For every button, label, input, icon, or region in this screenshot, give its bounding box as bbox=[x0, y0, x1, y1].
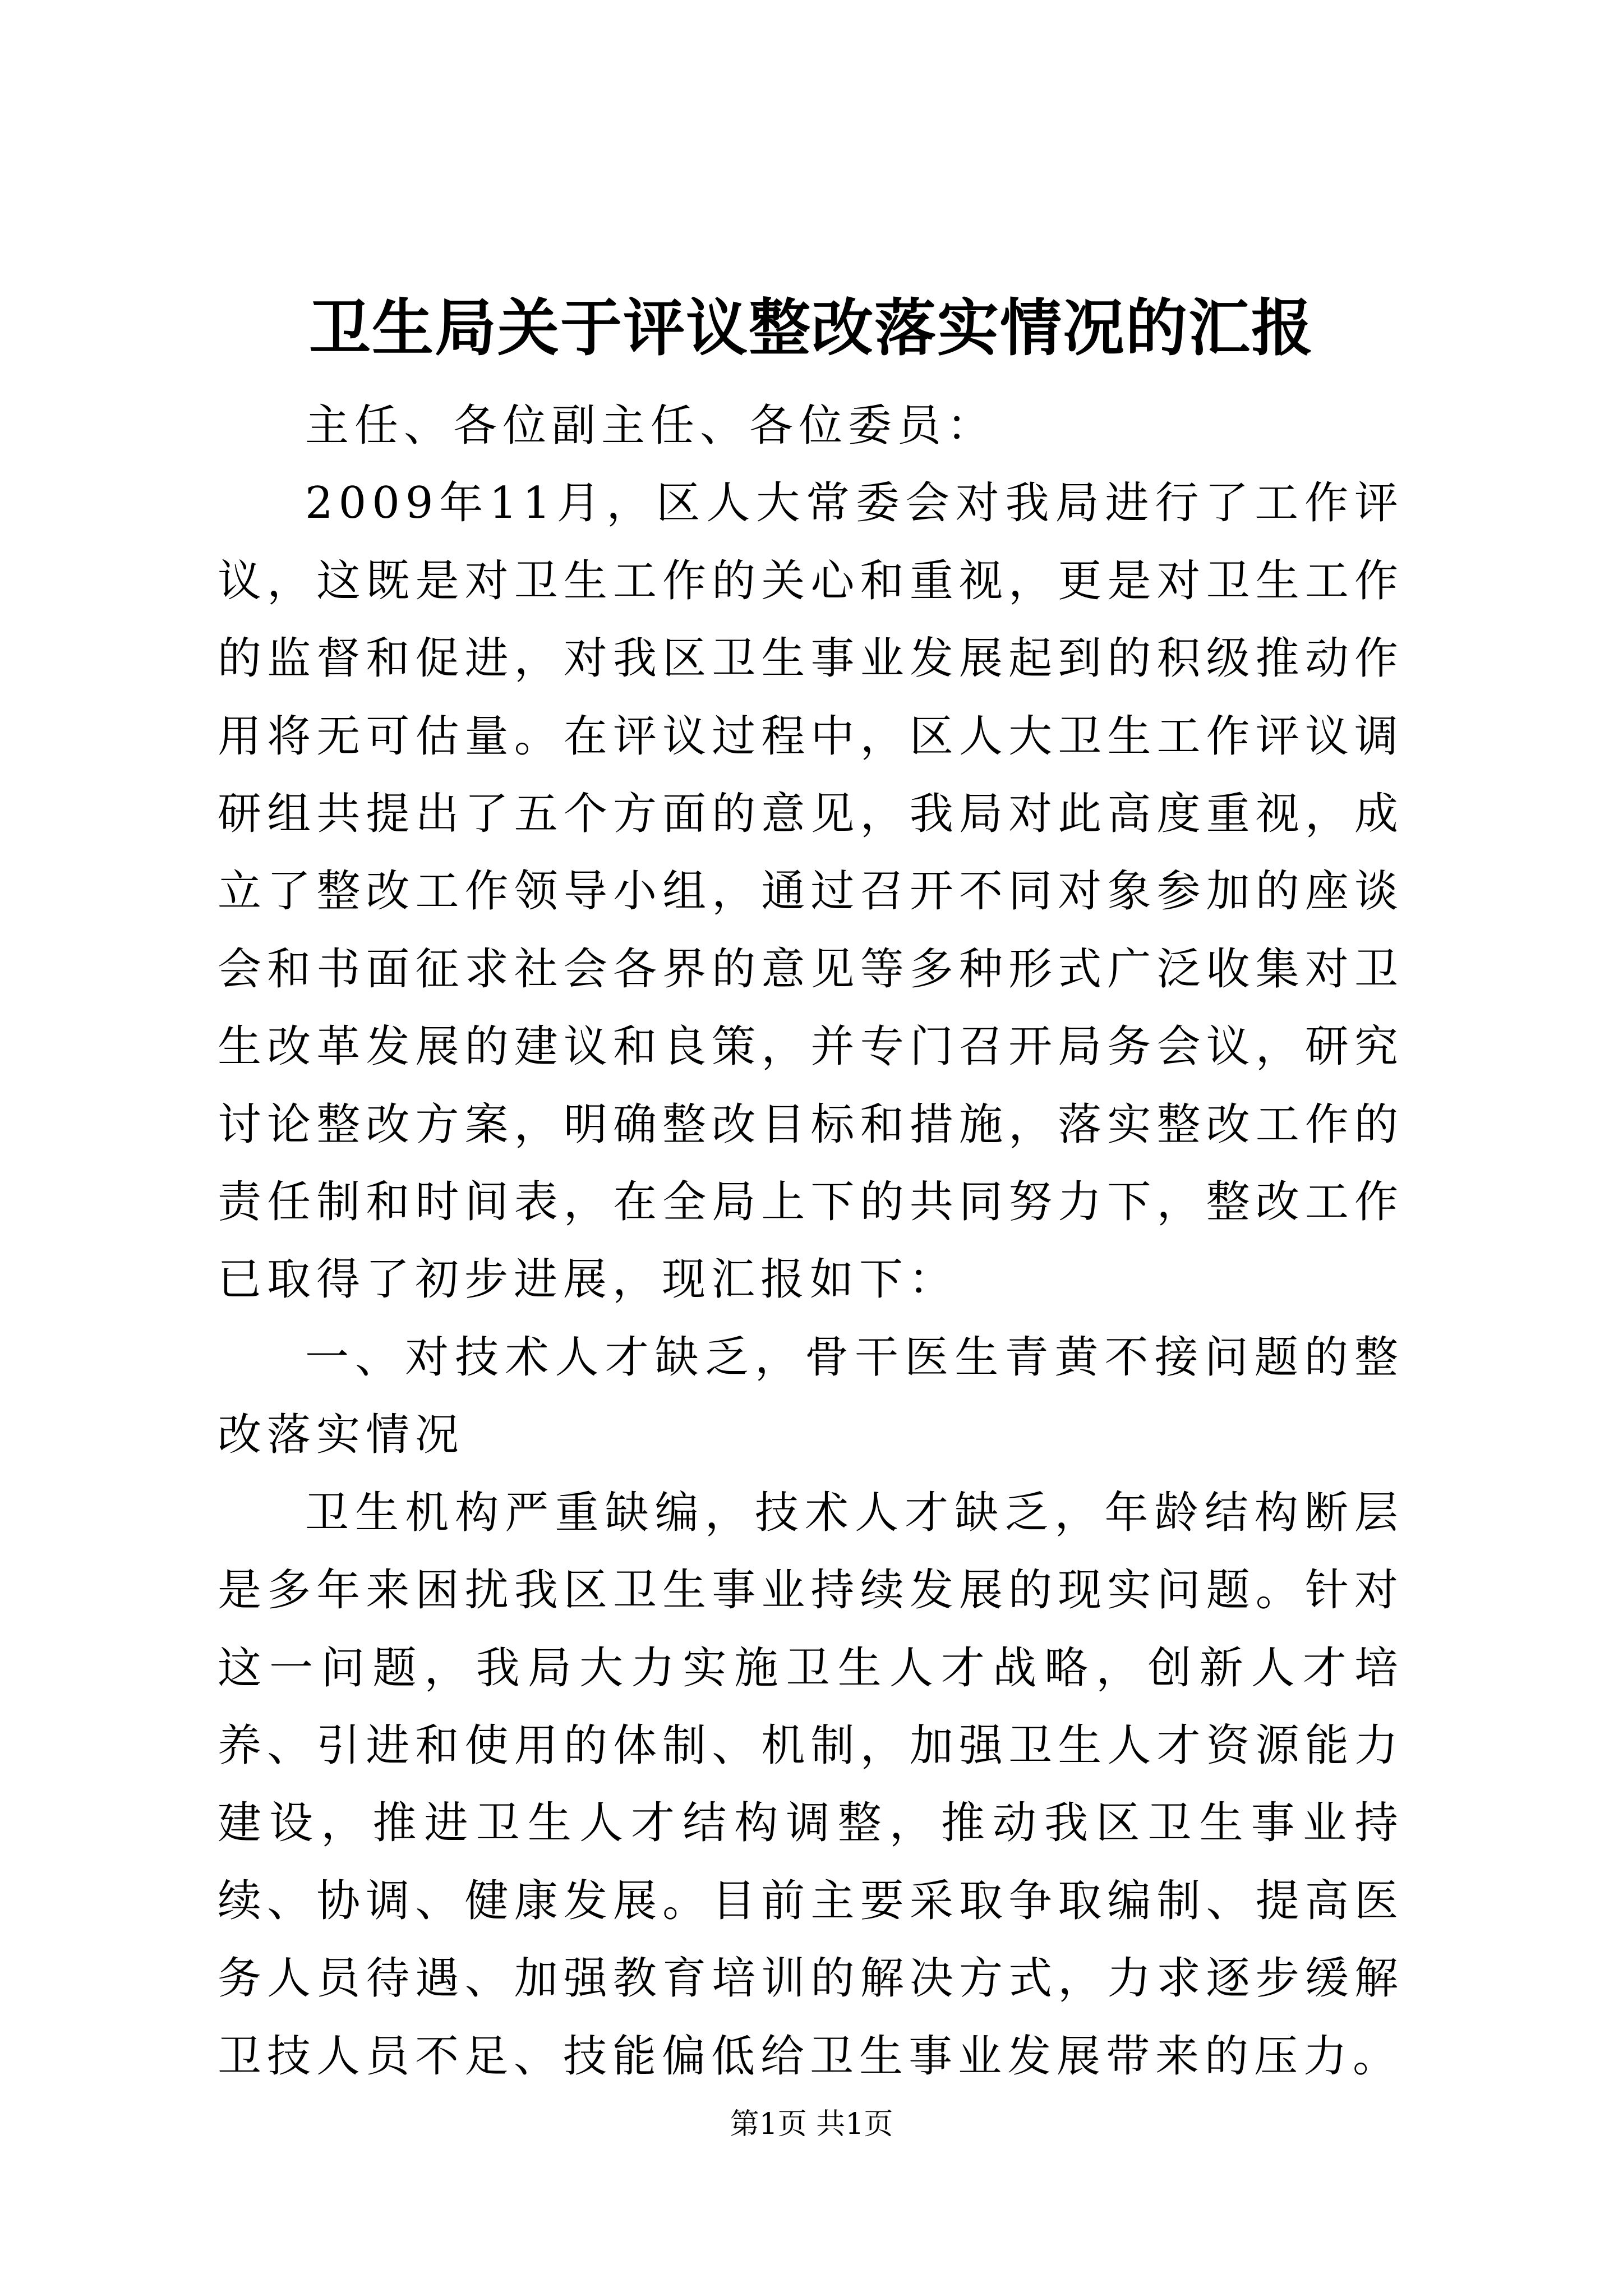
section-heading-1: 一、对技术人才缺乏，骨干医生青黄不接问题的整改落实情况 bbox=[218, 1332, 1404, 1461]
section-1-paragraph: 卫生机构严重缺编，技术人才缺乏，年龄结构断层是多年来困扰我区卫生事业持续发展的现实问题。针对这一问题，我局大力实施卫生人才战略，创新人才培养、引进和使用的体制、机制，加强卫生人才资源能力建设，推进卫生人才结构调整，推动我区卫生事业持续、协调、健康发展。目前主要采取争取编制、提高医务人员待遇、加强教育培训的解决方式，力求逐步缓解卫技人员不足、技能偏低给卫生事业发展带来的压力。 bbox=[218, 1487, 1404, 2082]
document-body bbox=[218, 387, 1404, 2095]
page-number-label: 第1页 共1页 bbox=[730, 2108, 893, 2141]
document-title: 卫生局关于评议整改落实情况的汇报 bbox=[309, 292, 1314, 364]
salutation-paragraph: 主任、各位副主任、各位委员： bbox=[305, 401, 997, 451]
page-footer bbox=[0, 2106, 1623, 2142]
intro-paragraph: 2009年11月，区人大常委会对我局进行了工作评议，这既是对卫生工作的关心和重视，更是对卫生工作的监督和促进，对我区卫生事业发展起到的积级推动作用将无可估量。在评议过程中，区人大卫生工作评议调研组共提出了五个方面的意见，我局对此高度重视，成立了整改工作领导小组，通过召开不同对象参加的座谈会和书面征求社会各界的意见等多种形式广泛收集对卫生改革发展的建议和良策，并专门召开局务会议，研究讨论整改方案，明确整改目标和措施，落实整改工作的责任制和时间表，在全局上下的共同努力下，整改工作已取得了初步进展，现汇报如下： bbox=[218, 478, 1404, 1305]
